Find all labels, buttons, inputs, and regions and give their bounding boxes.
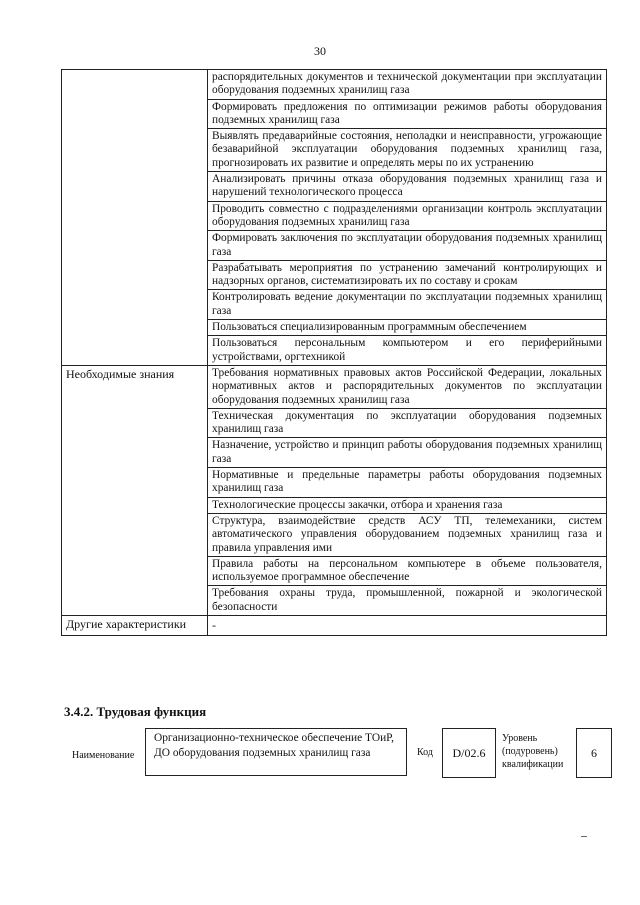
function-code-box: D/02.6 (442, 728, 496, 778)
skills-row (62, 70, 607, 366)
skill-item: распорядительных документов и технической документации при эксплуатации оборудования подземных хранилищ газа (208, 70, 606, 100)
other-value: - (208, 615, 607, 635)
section-heading: 3.4.2. Трудовая функция (64, 704, 207, 719)
page-number: 30 (314, 44, 326, 58)
knowledge-item: Требования нормативных правовых актов Российской Федерации, локальных нормативных актов и распорядительных документов по эксплуатации оборудования подземных хранилищ газа (208, 366, 606, 409)
skill-item: Формировать заключения по эксплуатации оборудования подземных хранилищ газа (208, 231, 606, 261)
function-level-box: 6 (576, 728, 612, 778)
name-label: Наименование (72, 750, 135, 761)
function-name-box: Организационно-техническое обеспечение ТОиР, ДО оборудования подземных хранилищ газа (145, 728, 407, 776)
skill-item: Контролировать ведение документации по эксплуатации подземных хранилищ газа (208, 290, 606, 320)
skills-items-cell (208, 70, 607, 366)
knowledge-item: Требования охраны труда, промышленной, пожарной и экологической безопасности (212, 587, 602, 613)
knowledge-row (62, 365, 607, 615)
labor-function-row (0, 728, 640, 778)
level-label: Уровень (подуровень) квалификации (502, 733, 564, 770)
skill-item: Анализировать причины отказа оборудования подземных хранилищ газа и нарушений технологического процесса (208, 172, 606, 202)
skill-item: Проводить совместно с подразделениями организации контроль эксплуатации оборудования подземных хранилищ газа (208, 202, 606, 232)
knowledge-item: Нормативные и предельные параметры работы оборудования подземных хранилищ газа (208, 468, 606, 498)
skill-item: Пользоваться специализированным программным обеспечением (208, 320, 606, 336)
knowledge-item: Назначение, устройство и принцип работы оборудования подземных хранилищ газа (208, 438, 606, 468)
skills-label-cell (62, 70, 208, 366)
knowledge-item: Структура, взаимодействие средств АСУ ТП, телемеханики, систем автоматического управления оборудованием подземных хранилищ газа и правила управления ими (208, 514, 606, 557)
code-label: Код (417, 747, 433, 758)
skill-item: Разрабатывать мероприятия по устранению замечаний контролирующих и надзорных органов, систематизировать их по составу и срокам (208, 261, 606, 291)
competency-table (61, 69, 607, 636)
knowledge-item: Технологические процессы закачки, отбора и хранения газа (208, 498, 606, 514)
knowledge-item: Техническая документация по эксплуатации оборудования подземных хранилищ газа (208, 409, 606, 439)
skill-item: Выявлять предаварийные состояния, неполадки и неисправности, угрожающие безаварийной эксплуатации оборудования подземных хранилищ газа, прогнозировать их развитие и определять меры по их устранению (208, 129, 606, 172)
knowledge-label: Необходимые знания (62, 365, 208, 615)
knowledge-items-cell (208, 365, 607, 615)
other-label: Другие характеристики (62, 615, 208, 635)
margin-mark (581, 836, 587, 837)
other-row (62, 615, 607, 635)
skill-item: Пользоваться персональным компьютером и его периферийными устройствами, оргтехникой (212, 337, 602, 363)
knowledge-item: Правила работы на персональном компьютере в объеме пользователя, используемое программное обеспечение (208, 557, 606, 587)
skill-item: Формировать предложения по оптимизации режимов работы оборудования подземных хранилищ газа (208, 100, 606, 130)
